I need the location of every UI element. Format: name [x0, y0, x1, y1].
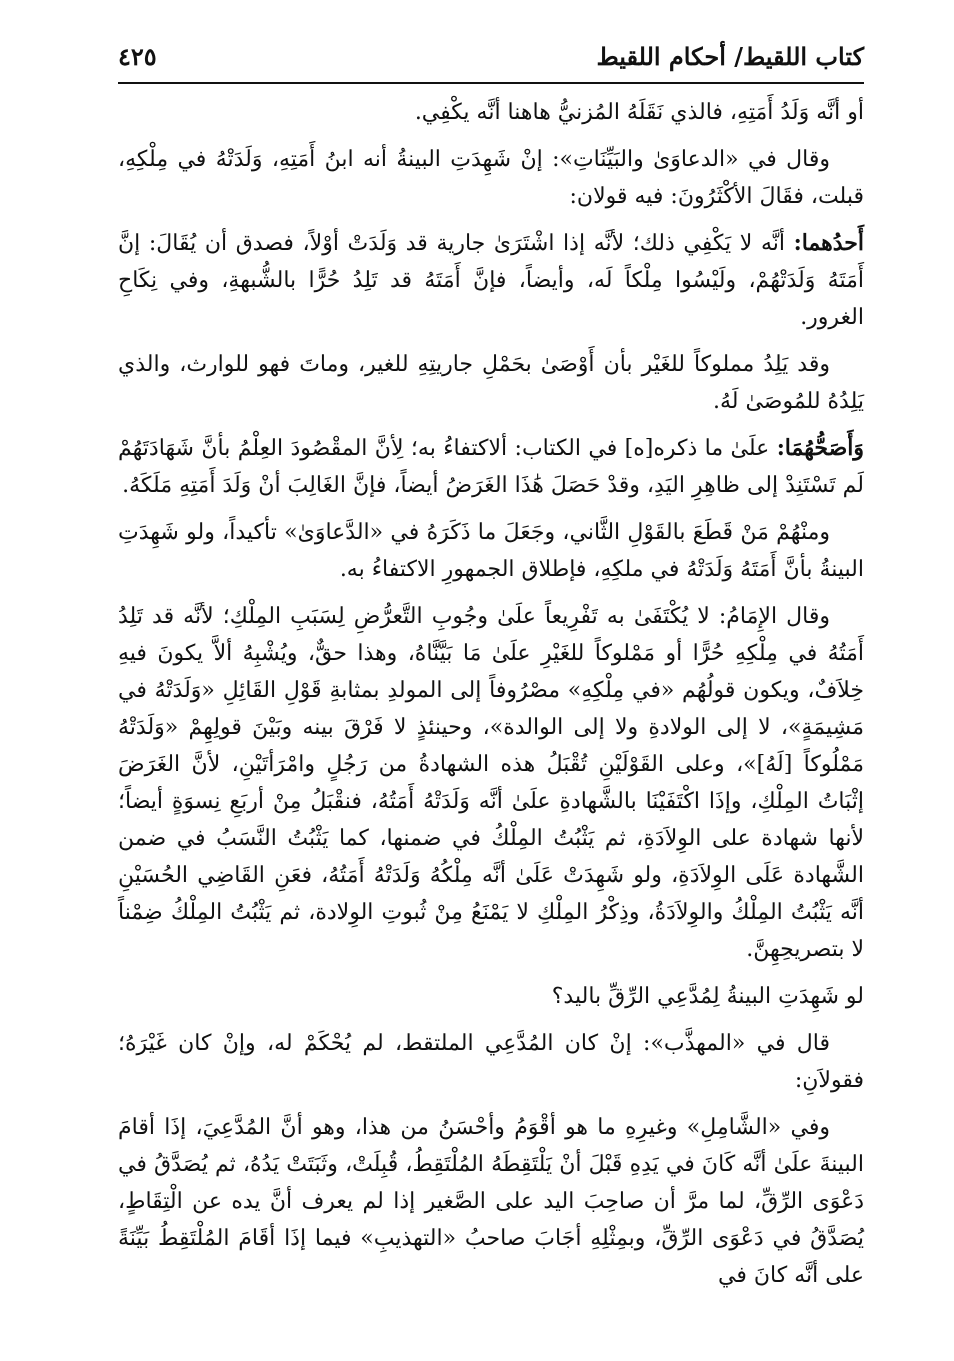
running-title: كتاب اللقيط/ أحكام اللقيط: [596, 42, 864, 71]
paragraph-text: وقال الإِمَامُ: لا يُكْتَفَىٰ به تَفْرِيعاً علَىٰ وجُوبِ التَّعرُّضِ لِسَبَبِ المِلْكِ؛ لأنَّه قد تَلِدُ أَمَتُهُ في مِلْكِهِ حُرًّا أو مَمْلوكاً للغَيْرِ علَىٰ مَا بَيَّنَّاهُ، وهذا حقٌّ، ويُشْبِهُ ألاَّ يكونَ فيهِ خِلاَفٌ، ويكون قولُهُم «في مِلْكِهِ» مصْرُوفاً إلى المولدِ بمثابةِ قَوْلِ القَائِلِ «وَلَدَتْهُ في مَشِيمَةٍ»، لا إلى الولادةِ ولا إلى الوالدة»، وحينئذٍ لا فَرْقَ بينه وبَيْنَ قولِهِمْ «وَلَدَتْهُ مَمْلُوكاً [لَهُ]»، وعلى القَوْلَيْنِ تُقْبَلُ هذه الشهادةُ من رَجُلٍ وامْرَأتَيْنِ، لأنَّ الغَرَضَ إثْبَاتُ المِلْكِ، وإذَا اكْتَفَيْنَا بالشَّهادةِ علَىٰ أنَّه وَلَدَتْهُ أَمَتُهُ، فنقْبَلُ مِنْ أربَعِ نِسوَةٍ أيضاً؛ لأنها شهادة على الوِلاَدَةِ، ثم يَثْبُتُ المِلْكُ في ضمنها، كما يَثْبُتُ النَّسَبُ في ضمن الشَّهادة عَلَى الوِلاَدَةِ، ولو شَهِدَتْ عَلَىٰ أنَّه مِلْكُهُ وَلَدَتْهُ أَمَتُهُ، فعَنِ القَاضِي الحُسَيْنِ أنَّه يَثْبُتُ المِلْكُ والوِلاَدَةُ، وذِكْرُ المِلْكِ لا يَمْنَعُ مِنْ ثُبوتِ الوِلادة، ثم يَثْبُتُ المِلْكُ ضِمْناً لا بتصريحِهِنَّ.: [118, 604, 864, 962]
page-header: [118, 40, 864, 84]
paragraph-9: [118, 1025, 864, 1099]
paragraph-text: قال في «المهذَّب»: إنْ كان المُدَّعِي الملتقط، لم يُحْكَمْ له، وإنْ كان غَيْرَهُ؛ فقولاَنِ:: [118, 1031, 864, 1093]
paragraph-text: وفي «الشَّامِلِ» وغيرِهِ ما هو أقْوَمُ وأحْسَنُ من هذا، وهو أنَّ المُدَّعِيَ، إذَا أقامَ البينةَ علَىٰ أنَّه كَانَ في يَدِهِ قَبْلَ أنْ يَلْتَقِطَهُ المُلْتَقِطُ، قُبِلَتْ، وثَبَتَتْ يَدُهُ، ثم يُصَدَّقُ في دَعْوَى الرِّقِّ، لما مرَّ أن صاحِبَ اليد على الصَّغير إذا لم يعرف أنَّ يده عن الْتِقَاطٍ، يُصَدَّقُ في دَعْوَى الرِّقِّ، وبمِثْلِهِ أجَابَ صاحبُ «التهذيبِ» فيما إذَا أقَامَ المُلْتَقِطُ بَيِّنَةً على أنَّه كانَ في: [118, 1115, 864, 1288]
page-number: ٤٢٥: [118, 42, 157, 71]
book-page: [118, 40, 864, 1330]
paragraph-5: [118, 430, 864, 504]
paragraph-text: أو أنَّه وَلَدُ أَمَتِهِ، فالذي نَقَلَهُ المُزنيُّ هاهنا أنَّه يكْفِي.: [414, 100, 864, 125]
paragraph-1: [118, 94, 864, 131]
paragraph-text: وقال في «الدعاوَىٰ والبَيِّنَاتِ»: إنْ شَهِدَتِ البينةُ أنه ابنُ أَمَتِهِ، وَلَدَتْهُ في مِلْكِهِ، قبلت، فقَالَ الأكْثَرُونَ: فيه قولان:: [118, 147, 864, 209]
paragraph-text: لو شَهِدَتِ البينةُ لِمُدَّعِي الرِّقِّ باليد؟: [551, 984, 864, 1009]
paragraph-6: [118, 514, 864, 588]
page-body: [118, 84, 864, 1294]
paragraph-text: أنَّه لا يَكْفِي ذلك؛ لأنَّه إذا اشْتَرَىٰ جارية قد وَلَدَتْ أوْلاً، فصدق أن يُقَالَ: إنَّ أَمَتَهُ وَلَدَتْهُمْ، ولَيْسُوا مِلْكاً لَه، وأيضاً، فإنَّ أَمَتَهُ قد تَلِدُ حُرًّا بالشُّبهةِ، وفي نِكَاحِ الغرور.: [118, 231, 864, 330]
paragraph-10: [118, 1109, 864, 1294]
paragraph-7: [118, 598, 864, 968]
paragraph-text: وقد يَلِدُ مملوكاً للغَيْر بأن أَوْصَىٰ بحَمْلِ جاريتِهِ للغير، وماتَ فهو للوارث، والذي يَلِدُهُ للمُوصَىٰ لَهُ.: [118, 352, 864, 414]
paragraph-4: [118, 346, 864, 420]
paragraph-lead: وَأَصَحُّهُمَا:: [776, 435, 864, 461]
paragraph-8: [118, 978, 864, 1015]
paragraph-2: [118, 141, 864, 215]
paragraph-3: [118, 225, 864, 336]
paragraph-text: ومنْهُمْ مَنْ قَطَعَ بالقَوْلِ الثَّاني، وجَعَلَ ما ذَكَرَهُ في «الدَّعاوَىٰ» تأكيداً، ولو شَهِدَتِ البينةُ بأنَّ أَمَتَهُ وَلَدَتْهُ في ملكِهِ، فإطلاق الجمهورِ الاكتفاءُ به.: [118, 520, 864, 582]
paragraph-text: علَىٰ ما ذكره[ه] في الكتاب: ألاكتفاءُ به؛ لِأنَّ المقْصُودَ العِلْمُ بأنَّ شَهَادَتَهُمْ لَم تَسْتَنِدْ إلى ظاهِرِ اليَدِ، وقدْ حَصَلَ هَٰذَا الغَرَضُ أيضاً، فإنَّ الغَالِبَ أنْ وَلَدَ أَمَتِهِ مَلَكَهُ.: [118, 436, 864, 498]
paragraph-lead: أَحدُهما:: [793, 230, 865, 256]
